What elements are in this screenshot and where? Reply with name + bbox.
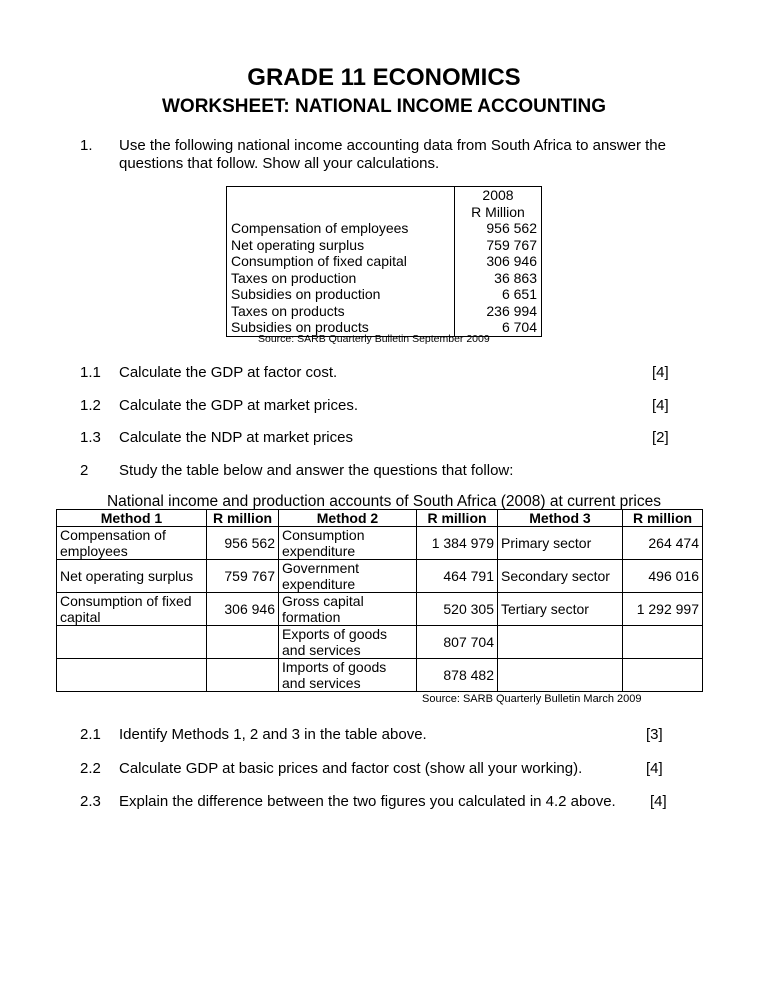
- question-number: 1.2: [80, 397, 101, 414]
- question-text-line: questions that follow. Show all your calculations.: [119, 155, 440, 172]
- column-header: Method 1: [57, 510, 207, 527]
- method2-cell: Exports of goods and services: [279, 626, 417, 659]
- table-cell-label: [227, 187, 455, 337]
- value-cell: 1 292 997: [623, 593, 703, 626]
- value-cell: 496 016: [623, 560, 703, 593]
- method3-cell: Primary sector: [498, 527, 623, 560]
- row-label: Net operating surplus: [231, 236, 365, 253]
- national-income-data-table: [226, 186, 542, 337]
- table-row: [227, 187, 542, 337]
- method1-cell: [57, 659, 207, 692]
- value-cell: [207, 626, 279, 659]
- column-header: R million: [623, 510, 703, 527]
- method3-cell: Tertiary sector: [498, 593, 623, 626]
- question-text: Calculate the GDP at factor cost.: [119, 364, 338, 381]
- question-marks: [4]: [652, 397, 669, 414]
- value-cell: [623, 659, 703, 692]
- question-text-line: Use the following national income accounting data from South Africa to answer the: [119, 137, 666, 154]
- question-number: 1.1: [80, 364, 101, 381]
- column-header: R million: [207, 510, 279, 527]
- table-row: [57, 593, 703, 626]
- method3-cell: Secondary sector: [498, 560, 623, 593]
- question-text: Study the table below and answer the questions that follow:: [119, 462, 514, 479]
- row-label: Subsidies on production: [231, 286, 381, 302]
- row-label: Subsidies on products: [231, 319, 369, 335]
- value-cell: [207, 659, 279, 692]
- question-number: 2.1: [80, 726, 101, 743]
- value-cell: 759 767: [207, 560, 279, 593]
- question-number: 2.2: [80, 760, 101, 777]
- table-header-row: [57, 510, 703, 527]
- row-value: 236 994: [486, 302, 537, 319]
- question-marks: [4]: [650, 793, 667, 810]
- method1-cell: Compensation of employees: [57, 527, 207, 560]
- value-cell: 264 474: [623, 527, 703, 560]
- method2-cell: Government expenditure: [279, 560, 417, 593]
- page-subtitle: WORKSHEET: NATIONAL INCOME ACCOUNTING: [161, 96, 607, 117]
- row-value: 759 767: [486, 236, 537, 253]
- column-header-year: 2008: [482, 187, 514, 203]
- row-label: Taxes on production: [231, 269, 357, 286]
- question-number: 1.3: [80, 429, 101, 446]
- question-text: Calculate the NDP at market prices: [119, 429, 353, 446]
- question-marks: [4]: [646, 760, 663, 777]
- value-cell: 1 384 979: [417, 527, 498, 560]
- row-value: 6 704: [501, 319, 537, 335]
- column-header: Method 2: [279, 510, 417, 527]
- table-source: Source: SARB Quarterly Bulletin September 2009: [258, 333, 490, 345]
- table-row: [57, 659, 703, 692]
- value-cell: 520 305: [417, 593, 498, 626]
- value-cell: 807 704: [417, 626, 498, 659]
- production-accounts-table: [56, 509, 703, 692]
- method2-cell: Gross capital formation: [279, 593, 417, 626]
- table-source: Source: SARB Quarterly Bulletin March 2009: [422, 693, 642, 705]
- question-text: Calculate GDP at basic prices and factor cost (show all your working).: [119, 760, 583, 777]
- method1-cell: [57, 626, 207, 659]
- value-cell: 306 946: [207, 593, 279, 626]
- page-title: GRADE 11 ECONOMICS: [247, 64, 521, 91]
- row-value: 306 946: [486, 253, 537, 269]
- question-text: Calculate the GDP at market prices.: [119, 397, 358, 414]
- row-value: 956 562: [486, 220, 537, 236]
- row-label: Consumption of fixed capital: [231, 253, 407, 269]
- method1-cell: Consumption of fixed capital: [57, 593, 207, 626]
- column-header-unit: R Million: [471, 203, 525, 220]
- method2-cell: Consumption expenditure: [279, 527, 417, 560]
- question-text: [119, 137, 666, 173]
- question-number: 2: [80, 462, 89, 479]
- method3-cell: [498, 626, 623, 659]
- question-marks: [3]: [646, 726, 663, 743]
- method1-cell: Net operating surplus: [57, 560, 207, 593]
- question-marks: [4]: [652, 364, 669, 381]
- question-number: 2.3: [80, 793, 101, 810]
- table-cell-values: [455, 187, 542, 337]
- value-cell: 878 482: [417, 659, 498, 692]
- row-label: Taxes on products: [231, 302, 345, 319]
- method3-cell: [498, 659, 623, 692]
- value-cell: 956 562: [207, 527, 279, 560]
- column-header: R million: [417, 510, 498, 527]
- row-label: Compensation of employees: [231, 220, 409, 236]
- row-value: 6 651: [501, 286, 537, 302]
- question-number: 1.: [80, 137, 93, 154]
- table-caption: National income and production accounts of South Africa (2008) at current prices: [106, 493, 661, 510]
- question-text: Identify Methods 1, 2 and 3 in the table above.: [119, 726, 427, 743]
- table-row: [57, 527, 703, 560]
- value-cell: 464 791: [417, 560, 498, 593]
- table-row: [57, 560, 703, 593]
- column-header: Method 3: [498, 510, 623, 527]
- method2-cell: Imports of goods and services: [279, 659, 417, 692]
- question-marks: [2]: [652, 429, 669, 446]
- row-value: 36 863: [494, 269, 537, 286]
- question-text: Explain the difference between the two figures you calculated in 4.2 above.: [119, 793, 616, 810]
- table-row: [57, 626, 703, 659]
- value-cell: [623, 626, 703, 659]
